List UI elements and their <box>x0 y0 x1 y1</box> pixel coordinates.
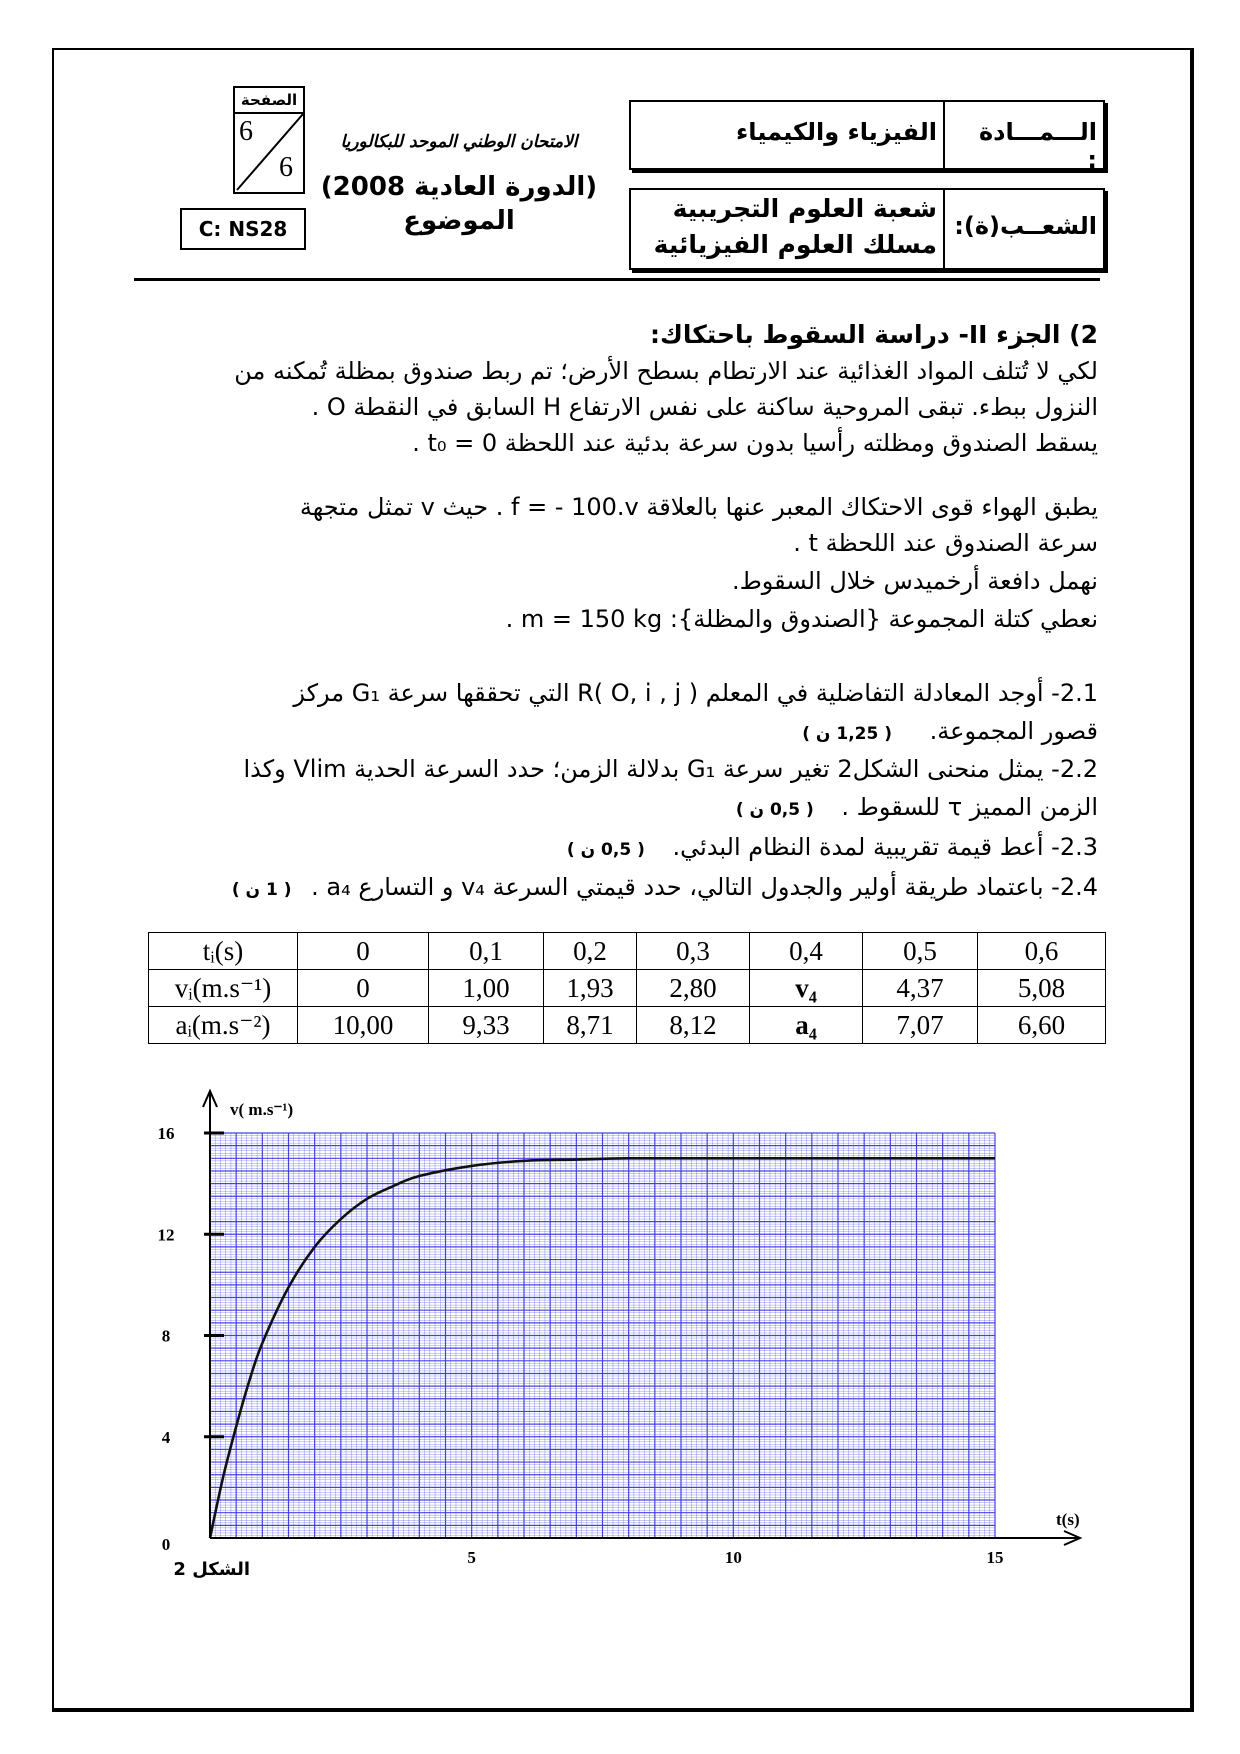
header-rule <box>134 278 1100 281</box>
table-cell-v4: v₄ <box>750 970 863 1007</box>
chart-y-tick-label: 12 <box>157 1225 175 1245</box>
euler-table <box>148 932 1106 1044</box>
table-row <box>149 970 1106 1007</box>
table-cell: 0,6 <box>978 933 1106 970</box>
table-cell: vᵢ(m.s⁻¹) <box>149 970 298 1007</box>
question-2-4-points: ( 1 ن ) <box>231 880 292 900</box>
chart-y-tick-label: 8 <box>161 1326 171 1346</box>
part-line-2: النزول ببطء. تبقى المروحية ساكنة على نفس الارتفاع H السابق في النقطة O . <box>311 393 1098 421</box>
chart-x-tick-label: 15 <box>986 1548 1004 1567</box>
chart-y-tick-label: 16 <box>157 1124 175 1143</box>
table-cell: 10,00 <box>298 1007 429 1044</box>
chart-y-tick-label: 0 <box>161 1535 171 1554</box>
part-title: 2) الجزء II- دراسة السقوط باحتكاك: <box>649 320 1098 349</box>
table-cell: 0,4 <box>750 933 863 970</box>
table-cell: 5,08 <box>978 970 1106 1007</box>
table-cell: 0,5 <box>863 933 978 970</box>
question-2-2-points: ( 0,5 ن ) <box>735 800 814 820</box>
table-cell: 0,2 <box>544 933 637 970</box>
chart-caption: الشكل 2 <box>173 1559 250 1580</box>
branch-label: الشعــب(ة): <box>954 212 1097 240</box>
question-2-4 <box>138 870 1098 907</box>
subject-label: الـــمـــادة : <box>978 118 1097 174</box>
question-2-1-text: قصور المجموعة. <box>929 717 1098 745</box>
table-cell: aᵢ(m.s⁻²) <box>149 1007 298 1044</box>
part-line-6: نهمل دافعة أرخميدس خلال السقوط. <box>731 567 1098 595</box>
question-2-1-points: ( 1,25 ن ) <box>802 724 893 744</box>
part-line-7: نعطي كتلة المجموعة {الصندوق والمظلة}: m = 150 kg . <box>505 605 1098 633</box>
table-cell: 1,93 <box>544 970 637 1007</box>
question-2-3 <box>138 830 1098 867</box>
table-cell: tᵢ(s) <box>149 933 298 970</box>
page-number: 6 <box>239 116 253 147</box>
part-line-3: يسقط الصندوق ومظلته رأسيا بدون سرعة بدئية عند اللحظة t₀ = 0 . <box>412 429 1098 457</box>
exam-session: (الدورة العادية 2008) <box>320 172 598 202</box>
table-cell: 8,71 <box>544 1007 637 1044</box>
exam-title: الامتحان الوطني الموحد للبكالوريا <box>340 132 578 152</box>
question-2-3-points: ( 0,5 ن ) <box>566 840 645 860</box>
table-cell: 9,33 <box>429 1007 544 1044</box>
table-cell: 1,00 <box>429 970 544 1007</box>
table-cell: 0,1 <box>429 933 544 970</box>
question-2-4-text: 2.4- باعتماد طريقة أولير والجدول التالي، حدد قيمتي السرعة v₄ و التسارع a₄ . <box>311 873 1098 901</box>
question-2-2-line-2 <box>138 790 1098 827</box>
table-cell: 0,3 <box>637 933 750 970</box>
table-cell: 6,60 <box>978 1007 1106 1044</box>
subject-word: الموضوع <box>403 206 515 236</box>
chart-y-tick-label: 4 <box>161 1427 171 1447</box>
branch-line-1: شعبة العلوم التجريبية <box>672 194 937 223</box>
table-cell: 7,07 <box>863 1007 978 1044</box>
table-cell: 4,37 <box>863 970 978 1007</box>
table-cell: 0 <box>298 970 429 1007</box>
exam-code: C: NS28 <box>180 208 306 250</box>
question-2-2-line-1: 2.2- يمثل منحنى الشكل2 تغير سرعة G₁ بدلالة الزمن؛ حدد السرعة الحدية Vlim وكذا <box>243 755 1098 783</box>
table-cell: 8,12 <box>637 1007 750 1044</box>
page-label: الصفحة <box>235 88 303 114</box>
branch-box <box>629 188 1105 270</box>
part-line-5: سرعة الصندوق عند اللحظة t . <box>793 529 1098 557</box>
chart-x-tick-label: 10 <box>724 1548 742 1567</box>
chart-x-label: t(s) <box>1056 1510 1080 1529</box>
question-2-3-text: 2.3- أعط قيمة تقريبية لمدة النظام البدئي. <box>672 833 1098 861</box>
page-total: 6 <box>279 152 293 183</box>
table-cell-a4: a₄ <box>750 1007 863 1044</box>
subject-value: الفيزياء والكيمياء <box>736 118 937 146</box>
table-cell: 0 <box>298 933 429 970</box>
part-line-4: يطبق الهواء قوى الاحتكاك المعبر عنها بالعلاقة f = - 100.v . حيث v تمثل متجهة <box>299 493 1098 521</box>
page-number-box <box>233 86 305 194</box>
branch-line-2: مسلك العلوم الفيزيائية <box>653 230 937 259</box>
chart-y-label: v( m.s⁻¹) <box>230 1100 294 1119</box>
velocity-time-chart <box>140 1085 1100 1605</box>
part-line-1: لكي لا تُتلف المواد الغذائية عند الارتطام بسطح الأرض؛ تم ربط صندوق بمظلة تُمكنه من <box>234 357 1098 385</box>
question-2-1-line-1: 2.1- أوجد المعادلة التفاضلية في المعلم ( R( O, i , j التي تحققها سرعة G₁ مركز <box>293 679 1098 707</box>
table-row <box>149 1007 1106 1044</box>
subject-box <box>629 100 1105 174</box>
chart-x-tick-label: 5 <box>467 1548 476 1567</box>
table-row <box>149 933 1106 970</box>
question-2-1-line-2 <box>138 714 1098 751</box>
question-2-2-text: الزمن المميز τ للسقوط . <box>841 793 1098 821</box>
table-cell: 2,80 <box>637 970 750 1007</box>
